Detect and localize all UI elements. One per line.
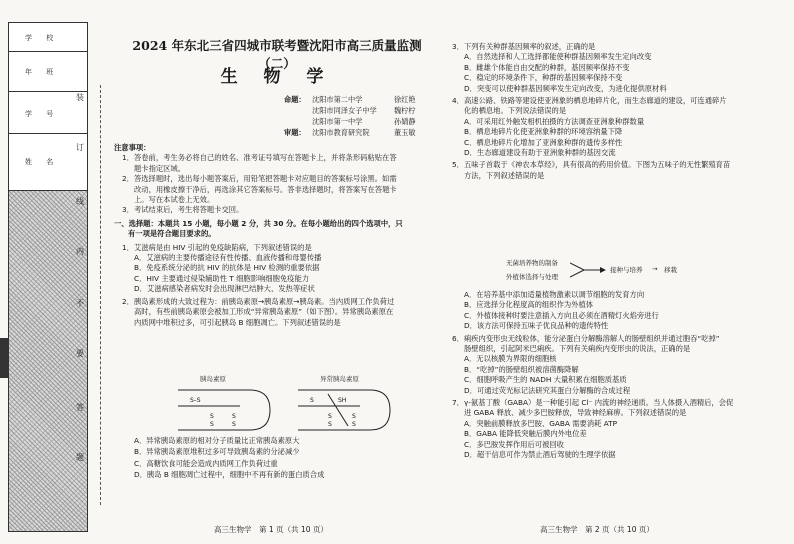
option-b[interactable]: B．应选择分化程度高的组织作为外植体 [464,300,594,310]
svg-text:S: S [352,421,356,428]
flow-box-explant: 外植体选择与处理 [506,273,558,281]
left-column-bottom [114,436,444,481]
option-b[interactable]: B．GABA 能降低突触后膜内外电位差 [464,429,587,439]
page-footer-left: 高三生物学 第 1 页（共 10 页） [214,525,328,534]
notes-title: 注意事项： [114,143,151,152]
option-d[interactable]: D．胰岛 B 细胞凋亡过程中，细胞中不再有新的蛋白质合成 [134,470,325,480]
proinsulin-chain-svg [170,382,420,440]
note-line: 题卡指定区域。 [134,163,186,173]
note-line: 3．考试结束后，考生将答题卡交回。 [122,205,244,215]
question-3-stem: 3．下列有关种群基因频率的叙述，正确的是 [452,42,596,51]
svg-text:SH: SH [338,397,347,404]
question-2-stem: 内质网中堆积过多，可引起胰岛 B 细胞凋亡。下列叙述错误的是 [134,317,341,327]
svg-text:S: S [232,413,236,420]
option-b[interactable]: B．免疫系统分泌的抗 HIV 的抗体是 HIV 检测的重要依据 [134,263,320,273]
left-column [114,143,444,328]
author-row: 审题： 沈阳市教育研究院 董玉敏 [284,128,416,137]
student-number-field[interactable]: 学 号 [9,91,87,134]
option-c[interactable]: C．稳定的环境条件下，种群的基因频率保持不变 [464,73,623,83]
seal-char: 装 [76,93,84,102]
question-7-stem: 进 GABA 释放、减少多巴胺释放，导致神经麻痹。下列叙述错误的是 [464,408,687,418]
option-d[interactable]: D．该方法可保持五味子优良品种的遗传特性 [464,321,609,331]
option-b[interactable]: B．雌雄个体能自由交配的种群，基因频率保持不变 [464,62,630,72]
option-a[interactable]: A．自然选择和人工选择都能使种群基因频率发生定向改变 [464,52,652,62]
school-field[interactable]: 学 校 [9,23,87,52]
question-1-stem: 1．艾滋病是由 HIV 引起的免疫缺陷病，下列叙述错误的是 [122,242,312,252]
svg-text:S: S [310,397,314,404]
option-d[interactable]: D．超干信息可作为禁止酒后驾驶的生理学依据 [464,450,616,460]
author-row: 命题： 沈阳市第二中学 徐红艳 [284,95,416,104]
seal-char: 答 [76,403,84,412]
flow-arrows [570,258,610,288]
question-4-stem: 4．高速公路、铁路等建设使亚洲象的栖息地碎片化，而生态廊道的建设，可连通碎片 [452,96,727,106]
note-line: 2．答选择题时，选出每小题答案后，用铅笔把答题卡对应题目的答案标号涂黑。如需 [122,174,397,184]
option-b[interactable]: B．“吃掉”的肠壁组织被溶菌酶降解 [464,364,579,374]
question-4-stem: 化的栖息地。下列说法错误的是 [464,106,567,116]
binding-tab [0,338,8,378]
option-a[interactable]: A．在培养基中添加适量植物激素以调节细胞的发育方向 [464,290,645,299]
option-a[interactable]: A．突触前膜释放多巴胺、GABA 需要消耗 ATP [464,418,618,428]
seal-char: 内 [76,247,84,256]
option-a[interactable]: A．可采用红外触发相机拍摄的方法调查亚洲象种群数量 [464,116,645,126]
option-a[interactable]: A．艾滋病的主要传播途径有性传播、血液传播和母婴传播 [134,253,322,263]
flow-step-culture: 接种与培养 [610,266,643,274]
svg-text:S: S [210,413,214,420]
option-c[interactable]: C．高糖饮食可能会造成内质网工作负荷过重 [134,458,278,468]
option-d[interactable]: D．生态廊道建设有助于亚洲象种群的基因交流 [464,148,616,158]
option-b[interactable]: B．异常胰岛素原堆积过多可导致胰岛素的分泌减少 [134,447,300,457]
option-a[interactable]: A．异常胰岛素原的相对分子质量比正常胰岛素原大 [134,436,300,445]
svg-text:S: S [352,413,356,420]
author-list [284,94,416,138]
question-6-stem: 肠壁组织，引起阿米巴痢疾。下列有关痢疾内变形虫的说法，正确的是 [464,344,691,354]
name-field[interactable]: 姓 名 [9,133,87,192]
diagram-label-abnormal: 异常胰岛素原 [320,375,359,383]
option-d[interactable]: D．艾滋病感染者病发时会出现淋巴结肿大、发热等症状 [134,284,315,294]
right-column-bottom [452,290,782,461]
seal-char: 线 [76,197,84,206]
note-line: 1．答卷前，考生务必将自己的姓名、准考证号填写在答题卡上，并将条形码粘贴在答 [122,153,397,163]
seal-char: 订 [76,143,84,152]
note-line: 改动，用橡皮擦干净后，再选涂其它答案标号。答非选择题时，将答案写在答题卡 [134,184,397,194]
question-2-stem: 高时，有些前胰岛素原会被加工形成“异常胰岛素原”（如下图）。异常胰岛素原在 [134,307,394,317]
section-heading: 有一项是符合题目要求的。 [128,229,216,239]
seal-char: 不 [76,299,84,308]
note-line: 上。写在本试卷上无效。 [134,195,215,205]
author-row: 沈阳市同泽女子中学 魏柠柠 [312,106,416,115]
class-field[interactable]: 年 班 [9,51,87,92]
option-c[interactable]: C．细胞呼吸产生的 NADH 大量积累在细胞质基质 [464,375,627,385]
barcode-hatched-area [8,190,88,532]
section-heading: 一、选择题：本题共 15 小题，每小题 2 分，共 30 分。在每小题给出的四个选项中，只 [114,218,403,228]
option-a[interactable]: A．无以核膜为界限的细胞核 [464,354,557,364]
question-6-stem: 6．痢疾内变形虫无线粒体，能分泌蛋白分解酶溶解人的肠壁组织并通过胞吞“吃掉” [452,333,720,343]
svg-text:S: S [210,421,214,428]
question-2-stem: 2．胰岛素形成的大致过程为：前胰岛素原→胰岛素原→胰岛素。当内质网工作负荷过 [122,296,395,306]
svg-text:S: S [328,421,332,428]
svg-text:S: S [232,421,236,428]
option-b[interactable]: B．栖息地碎片化使亚洲象种群的环境容纳量下降 [464,127,623,137]
question-5-stem: 5．五味子首载于《神农本草经》，具有很高的药用价值。下图为五味子的无性繁殖育苗 [452,160,731,170]
option-d[interactable]: D．可通过荧光标记法研究其蛋白分解酶的合成过程 [464,385,631,395]
subject-title: 生 物 学 [220,67,334,87]
svg-text:S–S: S–S [190,397,201,404]
exam-title: 2024 年东北三省四城市联考暨沈阳市高三质量监测（二） [132,38,422,71]
flow-box-culture: 无菌培养物的制备 [506,259,558,267]
flow-arrow-icon: → [652,265,658,273]
diagram-label-normal: 胰岛素原 [200,375,226,383]
option-c[interactable]: C．多巴胺发挥作用后可被回收 [464,439,564,449]
right-column [452,42,782,181]
question-5-stem: 方法，下列叙述错误的是 [464,170,545,180]
seal-char: 题 [76,453,84,462]
seal-char: 要 [76,349,84,358]
option-c[interactable]: C．外植体接种时要注意插入方向且必须在酒精灯火焰旁进行 [464,310,659,320]
page-footer-right: 高三生物学 第 2 页（共 10 页） [540,525,654,534]
question-7-stem: 7．γ-氨基丁酸（GABA）是一种能引起 Cl⁻ 内流的神经递质。当人体摄入酒精后，会促 [452,398,734,408]
option-c[interactable]: C．HIV 主要通过侵染辅助性 T 细胞影响细胞免疫能力 [134,273,310,283]
author-row: 沈阳市第一中学 孙婧静 [312,117,416,126]
svg-text:S: S [328,413,332,420]
seal-dashed-line [100,85,101,505]
flow-step-transplant: 移栽 [664,266,677,274]
option-d[interactable]: D．突变可以使种群基因频率发生定向改变，为进化提供原材料 [464,83,667,93]
option-c[interactable]: C．栖息地碎片化增加了亚洲象种群的遗传多样性 [464,137,623,147]
proinsulin-diagram [170,374,420,436]
